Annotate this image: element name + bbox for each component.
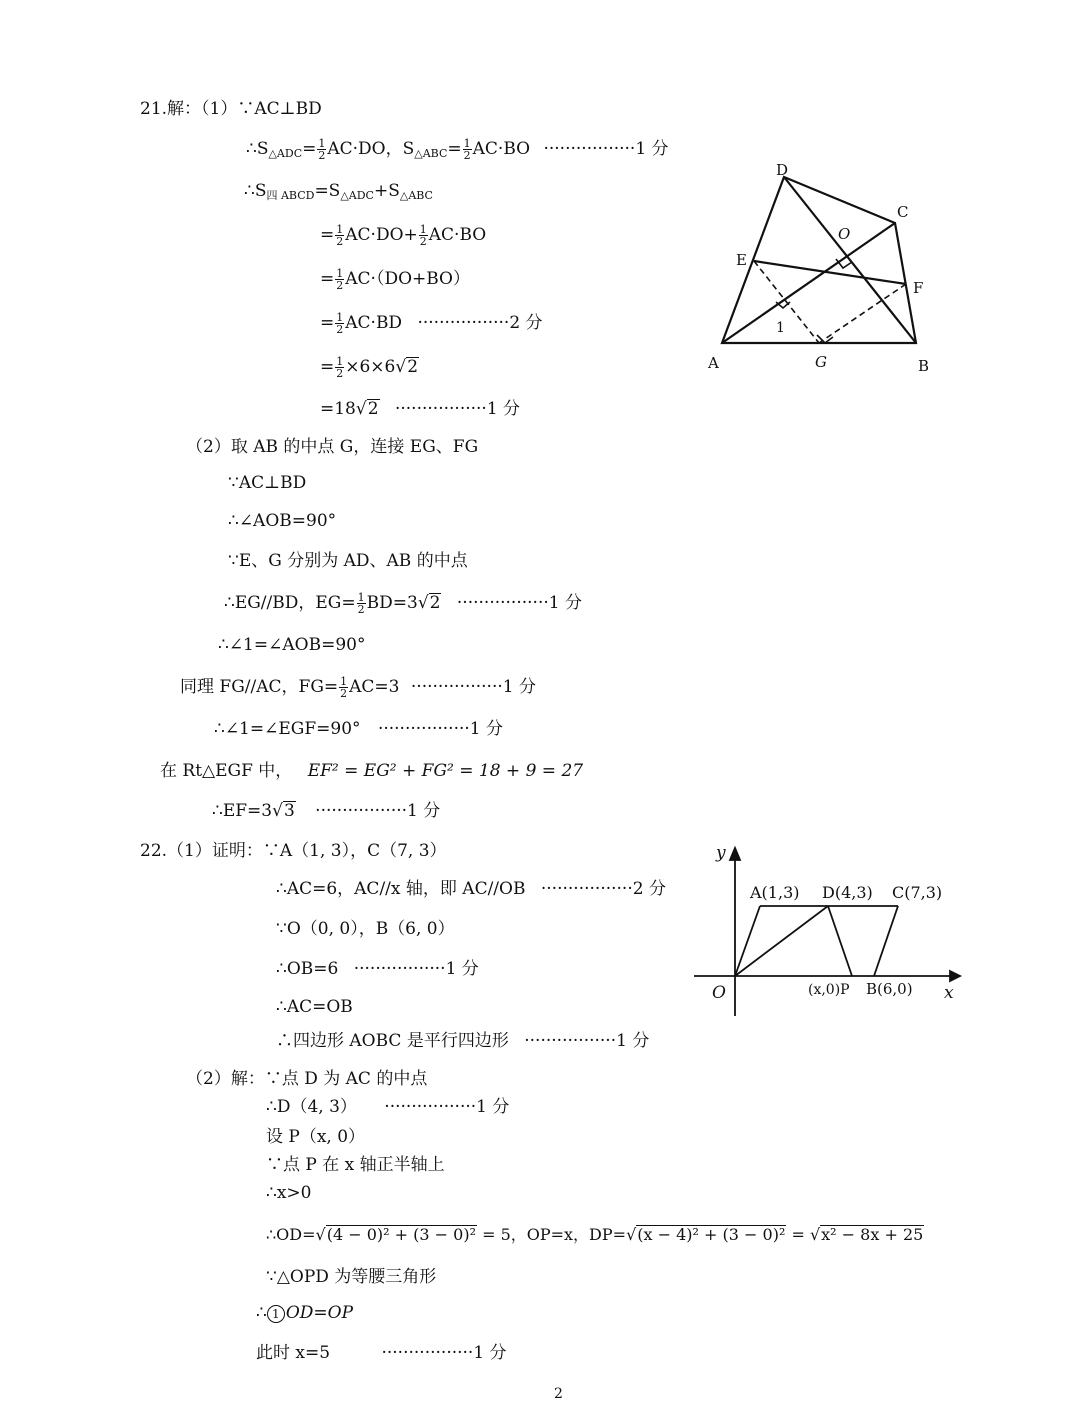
q22-l5: ∴四边形 AOBC 是平行四边形 ·················1 分 xyxy=(276,1031,650,1051)
score-mark: ·················1 分 xyxy=(384,1097,510,1117)
score-mark: ·················1 分 xyxy=(456,593,582,613)
score-mark: ·················1 分 xyxy=(381,1343,507,1363)
segment-ef xyxy=(754,261,906,284)
score-mark: ·················1 分 xyxy=(377,719,504,739)
q22-p2-l8: 此时 x=5 ·················1 分 xyxy=(256,1343,507,1363)
score-mark: ·················1 分 xyxy=(410,677,536,697)
q22-p2-l3: ∵点 P 在 x 轴正半轴上 xyxy=(266,1155,445,1175)
q22-p2-l2: 设 P（x, 0） xyxy=(266,1127,366,1147)
q21-p2-l5: ∴∠1=∠AOB=90° xyxy=(218,635,366,655)
y-axis-arrow xyxy=(730,848,740,860)
score-mark: ·················1 分 xyxy=(524,1031,650,1051)
figure-coordinate xyxy=(688,838,968,1020)
score-mark: ·················1 分 xyxy=(394,399,521,419)
label-point-d: D(4,3) xyxy=(822,883,873,902)
segment-od xyxy=(735,906,828,976)
label-point-p: (x,0)P xyxy=(808,982,850,998)
q22-p2-l5: ∴OD=√(4 − 0)² + (3 − 0)² = 5，OP=x，DP=√(x − 4)² + (3 − 0)² = √x² − 8x + 25 xyxy=(266,1225,924,1244)
label-x: x xyxy=(944,983,954,1003)
label-o: O xyxy=(838,225,851,243)
label-a: A xyxy=(708,354,719,372)
diagonal-bd xyxy=(784,177,916,343)
label-g: G xyxy=(815,353,827,371)
q22-p2-l4: ∴x>0 xyxy=(266,1183,312,1203)
q22-l2: ∵O（0, 0），B（6, 0） xyxy=(276,919,455,939)
figure-quadrilateral xyxy=(700,155,950,380)
q21-p2-l6: 同理 FG//AC，FG= $\frac{1}{2}$ AC=3 ·················1 分 xyxy=(180,675,536,700)
circled-number: 1 xyxy=(267,1305,285,1323)
q22-l3: ∴OB=6 ·················1 分 xyxy=(276,959,479,979)
score-mark: ·················1 分 xyxy=(353,959,479,979)
q21-p2-l1: ∵AC⊥BD xyxy=(228,473,307,493)
q21-p2-l9: ∴EF=3√3 ·················1 分 xyxy=(212,801,441,821)
x-axis-arrow xyxy=(950,971,960,981)
segment-dp xyxy=(828,906,852,976)
q22-l1: ∴AC=6，AC//x 轴，即 AC//OB ·················2 分 xyxy=(276,879,666,899)
q22-p2-l7: ∴ 1 OD=OP xyxy=(256,1303,354,1323)
q22-header: 22.（1）证明：∵A（1, 3），C（7, 3） xyxy=(140,841,447,861)
label-origin: O xyxy=(712,983,726,1003)
score-mark: ·················2 分 xyxy=(540,879,666,899)
q21-step4: = $\frac{1}{2}$ ×6×6√2 xyxy=(320,355,419,380)
label-angle-1: 1 xyxy=(776,320,785,336)
q21-p2-l2: ∴∠AOB=90° xyxy=(228,511,337,531)
q22-p2-l6: ∵△OPD 为等腰三角形 xyxy=(266,1267,437,1287)
q21-step1: = $\frac{1}{2}$ AC·DO+ $\frac{1}{2}$ AC·BO xyxy=(320,223,487,248)
label-d: D xyxy=(776,161,789,179)
score-mark: ·················2 分 xyxy=(417,313,543,333)
label-point-c: C(7,3) xyxy=(892,883,943,902)
label-c: C xyxy=(897,203,909,221)
q21-step5: =18√2 ·················1 分 xyxy=(320,399,521,419)
label-b: B xyxy=(918,357,930,375)
label-e: E xyxy=(736,251,747,269)
q22-p2-l1: ∴D（4, 3） ·················1 分 xyxy=(266,1097,510,1117)
q22-l4: ∴AC=OB xyxy=(276,997,353,1017)
label-f: F xyxy=(913,279,924,297)
q21-p2-l3: ∵E、G 分别为 AD、AB 的中点 xyxy=(228,551,468,571)
q21-p2-l7: ∴∠1=∠EGF=90° ·················1 分 xyxy=(214,719,504,739)
score-mark: ·················1 分 xyxy=(543,139,669,159)
q21-step3: = $\frac{1}{2}$ AC·BD ·················2 分 xyxy=(320,311,543,336)
quad-outline xyxy=(722,177,916,343)
q22-part2-header: （2）解：∵点 D 为 AC 的中点 xyxy=(186,1069,428,1089)
page-number: 2 xyxy=(554,1386,563,1402)
q21-part2-header: （2）取 AB 的中点 G，连接 EG、FG xyxy=(186,437,479,457)
label-point-a: A(1,3) xyxy=(750,883,800,902)
segment-bc xyxy=(874,906,898,976)
q21-header: 21.解：（1）∵AC⊥BD xyxy=(140,99,322,119)
segment-eg xyxy=(754,261,819,343)
score-mark: ·················1 分 xyxy=(315,801,441,821)
q21-quad-line: $\therefore S_{四 ABCD}=S_{\triangle ADC}+S_{\triangle ABC}$ xyxy=(244,181,433,202)
q21-step2: = $\frac{1}{2}$ AC·（DO+BO） xyxy=(320,267,470,292)
label-point-b: B(6,0) xyxy=(866,980,913,998)
label-y: y xyxy=(716,843,726,863)
q21-p2-l4: ∴EG//BD，EG= $\frac{1}{2}$ BD=3√2 ·················1 分 xyxy=(224,591,582,616)
q21-area-line: $\therefore S_{\triangle ADC}=$ $\frac{1}{2}$ AC·DO，$S_{\triangle ABC}=$ $\frac{1}{2}$ AC·BO ·················1 分 xyxy=(246,137,669,162)
q21-p2-l8: 在 Rt△EGF 中， EF² = EG² + FG² = 18 + 9 = 27 xyxy=(160,761,584,781)
